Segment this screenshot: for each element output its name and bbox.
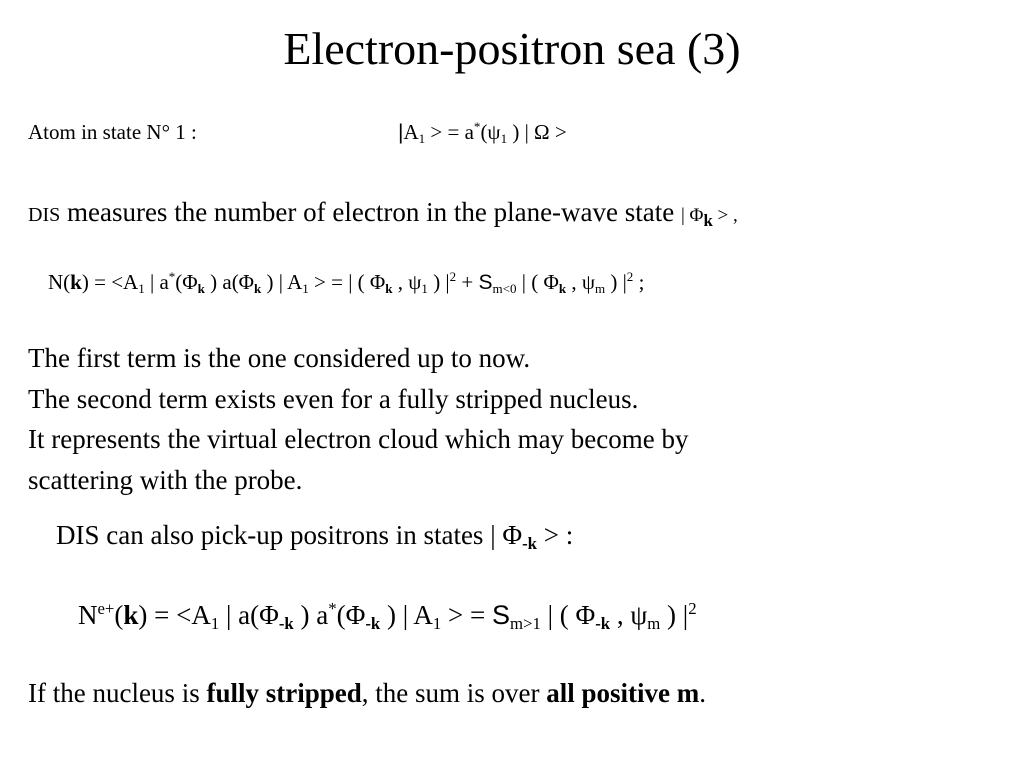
eq-square: 2 xyxy=(688,598,697,618)
conclusion-bold: all positive m xyxy=(546,678,700,708)
eq-part: ) a xyxy=(293,600,329,630)
positron-text: DIS can also pick-up positrons in states | Φ xyxy=(56,520,523,550)
eq-k-sub: k xyxy=(254,280,262,296)
eq-mk-sub: -k xyxy=(365,614,381,634)
eq-part: | a xyxy=(144,270,169,294)
eq-square: 2 xyxy=(626,269,634,285)
sum-symbol: S xyxy=(478,271,493,294)
eq-sub: 1 xyxy=(432,614,442,634)
state-a: A xyxy=(403,120,419,144)
paragraph-line: It represents the virtual electron cloud which may become by xyxy=(28,424,689,454)
dis-text: measures the number of electron in the plane-wave state xyxy=(60,197,681,227)
eq-part: ( xyxy=(114,600,124,630)
dis-abbr: DIS xyxy=(28,204,61,226)
eq-mk-sub: -k xyxy=(278,614,294,634)
eq-part: ) = <A xyxy=(81,270,139,294)
eq-m-sub: m xyxy=(647,614,661,634)
dis-measure-line xyxy=(28,197,738,231)
eq-m-sub: m xyxy=(594,280,606,296)
eq-part: > = | ( Φ xyxy=(308,270,386,294)
explanation-paragraph xyxy=(28,338,689,500)
state-close: ) | Ω > xyxy=(507,120,567,144)
atom-state-label: Atom in state N° 1 : xyxy=(28,120,197,144)
atom-state-line xyxy=(28,120,567,145)
dis-ket-close: > , xyxy=(712,205,738,226)
eq-k-sub: k xyxy=(558,280,567,296)
eq-k-sub: k xyxy=(385,280,393,296)
n-k-equation xyxy=(48,270,644,295)
eq-star: * xyxy=(328,598,337,618)
eq-part: > = xyxy=(441,600,492,630)
eq-part: ) | xyxy=(427,270,450,294)
positron-close: > : xyxy=(536,520,574,550)
eq-sub: 1 xyxy=(210,614,220,634)
eq-part: ) a(Φ xyxy=(204,270,255,294)
eq-square: 2 xyxy=(449,269,457,285)
dis-ket-open: | Φ xyxy=(680,205,704,226)
eq-sup: e+ xyxy=(97,598,115,618)
conclusion-line xyxy=(28,678,706,709)
eq-part: , ψ xyxy=(392,270,422,294)
sum-symbol: S xyxy=(491,600,510,630)
conclusion-text: If the nucleus is xyxy=(28,678,207,708)
eq-part: | a(Φ xyxy=(219,600,279,630)
conclusion-text: . xyxy=(699,678,706,708)
ne-plus-equation xyxy=(78,598,697,634)
ket-bar: | xyxy=(398,121,404,144)
eq-sub: 1 xyxy=(302,280,309,296)
eq-part: | ( Φ xyxy=(540,600,596,630)
eq-star: * xyxy=(168,269,176,285)
eq-part: ; xyxy=(633,270,645,294)
eq-part: (Φ xyxy=(336,600,366,630)
state-eq: > = a xyxy=(425,120,474,144)
eq-k: k xyxy=(123,600,139,630)
eq-k-sub: k xyxy=(197,280,205,296)
state-psi-sub: 1 xyxy=(500,130,508,146)
eq-part: , ψ xyxy=(566,270,595,294)
eq-sub: 1 xyxy=(421,280,428,296)
state-psi: (ψ xyxy=(480,120,501,144)
positron-line xyxy=(56,520,574,554)
conclusion-text: , the sum is over xyxy=(361,678,547,708)
paragraph-line: The second term exists even for a fully stripped nucleus. xyxy=(28,383,639,414)
eq-part: ) | xyxy=(605,270,627,294)
paragraph-line: The first term is the one considered up to now. xyxy=(28,343,531,373)
conclusion-bold: fully stripped xyxy=(206,678,362,708)
eq-part: ) | xyxy=(660,600,689,630)
dis-k: k xyxy=(703,211,713,231)
eq-part: | ( Φ xyxy=(516,270,559,294)
eq-part: + xyxy=(456,270,479,294)
sum-range: m<0 xyxy=(492,280,517,296)
eq-part: ) = <A xyxy=(138,600,211,630)
eq-part: , ψ xyxy=(610,600,648,630)
sum-range: m>1 xyxy=(510,614,541,634)
eq-part: (Φ xyxy=(175,270,198,294)
eq-k: k xyxy=(70,270,82,294)
state-star: * xyxy=(473,119,481,135)
eq-part: ) | A xyxy=(261,270,303,294)
paragraph-line: scattering with the probe. xyxy=(28,464,303,495)
eq-part: ) | A xyxy=(380,600,433,630)
eq-mk-sub: -k xyxy=(595,614,611,634)
state-sub-1: 1 xyxy=(418,130,426,146)
eq-part: N( xyxy=(48,270,71,294)
eq-part: N xyxy=(78,600,98,630)
slide-title: Electron-positron sea (3) xyxy=(283,23,741,74)
positron-sub: -k xyxy=(522,534,537,554)
eq-sub: 1 xyxy=(138,280,145,296)
